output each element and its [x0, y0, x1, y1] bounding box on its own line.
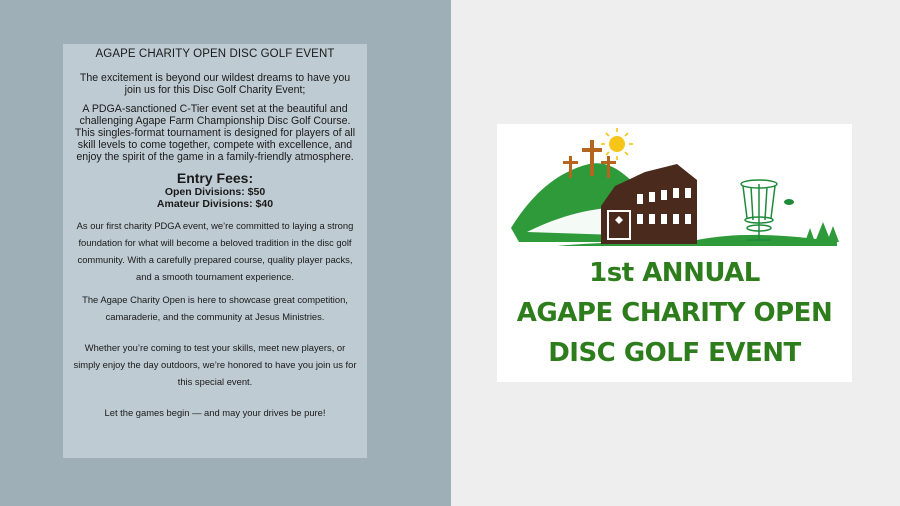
- flying-disc-icon: [784, 199, 794, 205]
- event-info-card: [63, 44, 367, 458]
- foundation-paragraph: As our first charity PDGA event, we’re committed to laying a strong foundation for what will become a beloved tradition in the disc golf community. With a carefully prepared course, quality player packs, and a smooth tournament experience.: [76, 220, 354, 282]
- logo-illustration: [497, 124, 852, 254]
- disc-golf-basket-icon: [741, 180, 777, 240]
- logo-line-event-name: AGAPE CHARITY OPEN: [516, 298, 833, 328]
- intro-paragraph: The excitement is beyond our wildest dreams to have you join us for this Disc Golf Charity Event;: [79, 72, 351, 96]
- logo-line-disc-golf-event: DISC GOLF EVENT: [548, 338, 801, 368]
- closing-paragraph: Let the games begin — and may your drives be pure!: [104, 407, 326, 418]
- sun-icon: [601, 128, 633, 160]
- amateur-division-fee: Amateur Divisions: $40: [156, 198, 274, 210]
- entry-fees-heading: Entry Fees:: [176, 170, 254, 186]
- showcase-paragraph: The Agape Charity Open is here to showcase great competition, camaraderie, and the community at Jesus Ministries.: [82, 294, 348, 322]
- logo-line-annual: 1st ANNUAL: [589, 258, 760, 288]
- event-title: AGAPE CHARITY OPEN DISC GOLF EVENT: [95, 48, 335, 60]
- event-logo: [497, 124, 852, 382]
- open-division-fee: Open Divisions: $50: [164, 186, 266, 198]
- invite-paragraph: Whether you’re coming to test your skills, meet new players, or simply enjoy the day outdoors, we’re honored to have you join us for this special event.: [73, 342, 357, 387]
- pine-trees-icon: [805, 222, 839, 242]
- description-paragraph: A PDGA-sanctioned C-Tier event set at the beautiful and challenging Agape Farm Championship Disc Golf Course. This singles-format tournament is designed for players of all skill levels to come together, compete with excellence, and enjoy the spirit of the game in a family-friendly atmosphere.: [74, 103, 356, 163]
